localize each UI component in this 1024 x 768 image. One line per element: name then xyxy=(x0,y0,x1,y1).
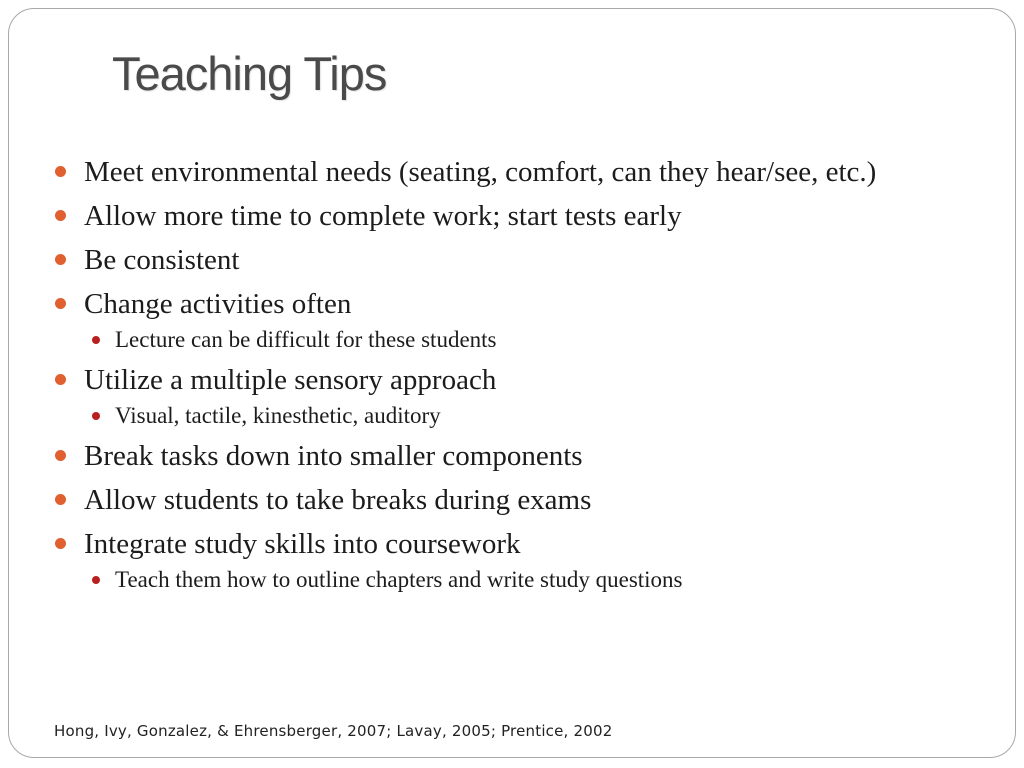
subbullet-text: Teach them how to outline chapters and write study questions xyxy=(115,567,683,592)
bullet-item-break-tasks xyxy=(53,438,953,474)
bullet-dot-icon xyxy=(55,374,66,385)
bullet-text: Break tasks down into smaller components xyxy=(84,440,583,472)
slide-title: Teaching Tips xyxy=(112,47,387,100)
bullet-text: Meet environmental needs (seating, comfort, can they hear/see, etc.) xyxy=(84,156,877,188)
subbullet-item-senses xyxy=(53,402,953,430)
citation-footer: Hong, Ivy, Gonzalez, & Ehrensberger, 2007; Lavay, 2005; Prentice, 2002 xyxy=(54,722,613,740)
bullet-dot-icon xyxy=(55,298,66,309)
bullet-text: Allow students to take breaks during exams xyxy=(84,484,592,516)
bullet-dot-icon xyxy=(55,166,66,177)
bullet-item-change-activities xyxy=(53,286,953,322)
subbullet-dot-icon xyxy=(92,576,100,584)
bullet-dot-icon xyxy=(55,254,66,265)
bullet-item-breaks-exams xyxy=(53,482,953,518)
bullet-dot-icon xyxy=(55,538,66,549)
bullet-text: Allow more time to complete work; start tests early xyxy=(84,200,682,232)
bullet-text: Change activities often xyxy=(84,288,352,320)
subbullet-item-outline-chapters xyxy=(53,566,953,594)
bullet-item-study-skills xyxy=(53,526,953,562)
bullet-text: Be consistent xyxy=(84,244,240,276)
bullet-dot-icon xyxy=(55,210,66,221)
bullet-item-sensory-approach xyxy=(53,362,953,398)
subbullet-dot-icon xyxy=(92,336,100,344)
subbullet-text: Lecture can be difficult for these students xyxy=(115,327,497,352)
subbullet-item-lecture xyxy=(53,326,953,354)
bullet-item-consistent xyxy=(53,242,953,278)
bullet-text: Integrate study skills into coursework xyxy=(84,528,521,560)
bullet-item-environmental-needs xyxy=(53,154,953,190)
bullet-dot-icon xyxy=(55,494,66,505)
bullet-text: Utilize a multiple sensory approach xyxy=(84,364,497,396)
bullet-item-more-time xyxy=(53,198,953,234)
bullet-list xyxy=(53,154,953,602)
subbullet-text: Visual, tactile, kinesthetic, auditory xyxy=(115,403,441,428)
bullet-dot-icon xyxy=(55,450,66,461)
subbullet-dot-icon xyxy=(92,412,100,420)
